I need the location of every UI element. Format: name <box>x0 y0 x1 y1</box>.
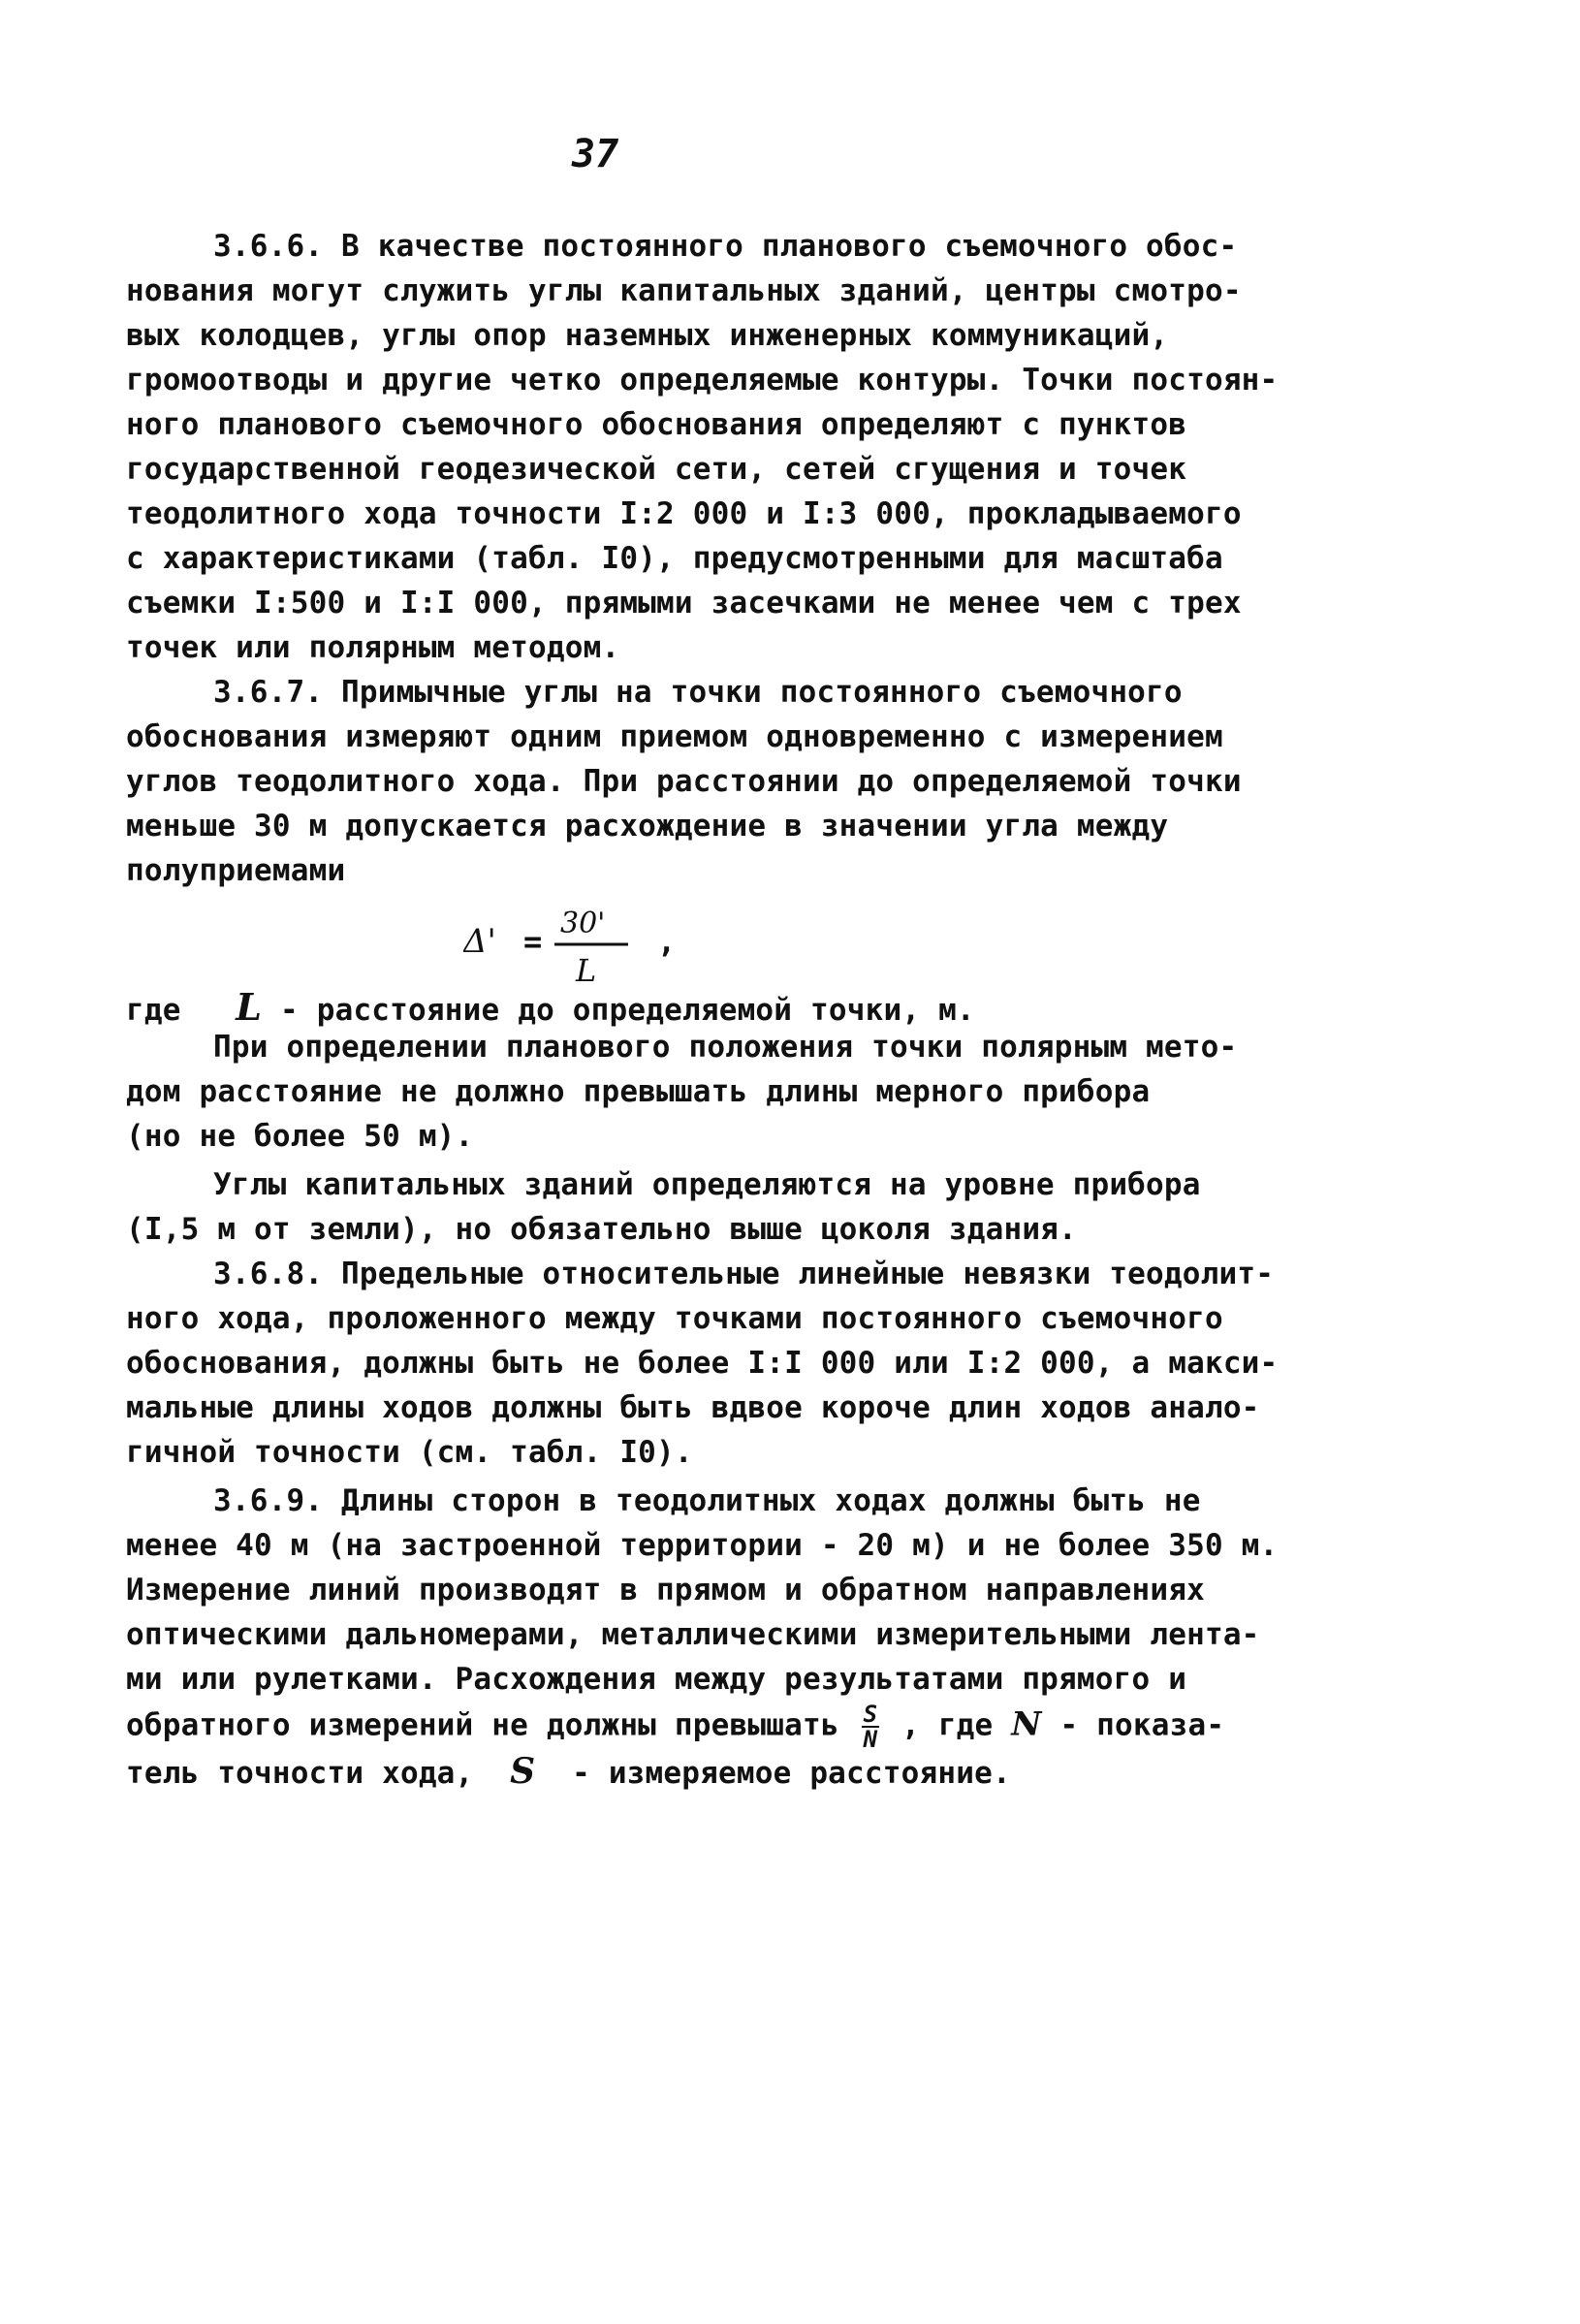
paragraph-polar-line: дом расстояние не должно превышать длины мерного прибора <box>126 1074 1151 1109</box>
where-text: - расстояние до определяемой точки, м. <box>279 993 975 1028</box>
paragraph-angles-line: Углы капитальных зданий определяются на уровне прибора <box>213 1167 1201 1202</box>
paragraph-3-6-7-line: меньше 30 м допускается расхождение в значении угла между <box>126 809 1169 844</box>
fraction-numerator: S <box>863 1701 878 1728</box>
paragraph-3-6-7-line: углов теодолитного хода. При расстоянии до определяемой точки <box>126 764 1242 799</box>
paragraph-3-6-9-line <box>126 1703 1224 1751</box>
final-line-before: тель точности хода, <box>126 1756 474 1791</box>
formula-equals: = <box>523 923 543 960</box>
paragraph-3-6-7-line: обоснования измеряют одним приемом одновременно с измерением <box>126 719 1223 754</box>
symbol-l: L <box>236 985 263 1029</box>
formula-definition <box>126 985 975 1029</box>
symbol-s: S <box>510 1751 536 1792</box>
fraction-s-over-n <box>862 1703 880 1751</box>
symbol-n: N <box>1011 1704 1042 1744</box>
page-number: 37 <box>572 132 619 176</box>
paragraph-3-6-6-line: съемки I:500 и I:I 000, прямыми засечками не менее чем с трех <box>126 586 1242 621</box>
final-line-after: - измеряемое расстояние. <box>572 1756 1011 1791</box>
paragraph-3-6-9-line: 3.6.9. Длины сторон в теодолитных ходах должны быть не <box>213 1483 1201 1518</box>
paragraph-3-6-6-line: громоотводы и другие четко определяемые контуры. Точки постоян- <box>126 363 1279 398</box>
paragraph-angles-line: (I,5 м от земли), но обязательно выше цоколя здания. <box>126 1212 1077 1247</box>
paragraph-3-6-8-line: ного хода, проложенного между точками постоянного съемочного <box>126 1301 1223 1336</box>
where-prefix: где <box>126 993 181 1028</box>
paragraph-3-6-9-line: менее 40 м (на застроенной территории - 20 м) и не более 350 м. <box>126 1528 1279 1563</box>
paragraph-3-6-6-line: с характеристиками (табл. I0), предусмотренными для масштаба <box>126 541 1223 576</box>
formula-delta <box>463 892 696 999</box>
paragraph-3-6-6-line: теодолитного хода точности I:2 000 и I:3 000, прокладываемого <box>126 496 1242 531</box>
paragraph-3-6-7-line: полуприемами <box>126 853 346 888</box>
fraction-denominator: N <box>863 1726 878 1753</box>
paragraph-polar-line: При определении планового положения точки полярным мето- <box>213 1030 1238 1065</box>
line-text-middle: , где <box>901 1707 994 1743</box>
line-text-after: - показа- <box>1059 1707 1225 1743</box>
paragraph-polar-line: (но не более 50 м). <box>126 1119 474 1154</box>
paragraph-3-6-8-line: 3.6.8. Предельные относительные линейные невязки теодолит- <box>213 1257 1275 1291</box>
formula-comma: , <box>657 923 677 960</box>
paragraph-3-6-9-line: Измерение линий производят в прямом и обратном направлениях <box>126 1573 1205 1608</box>
paragraph-3-6-8-line: мальные длины ходов должны быть вдвое короче длин ходов анало- <box>126 1390 1260 1425</box>
line-text-before-fraction: обратного измерений не должны превышать <box>126 1707 839 1743</box>
paragraph-3-6-9-line <box>126 1751 1011 1792</box>
paragraph-3-6-6-line: 3.6.6. В качестве постоянного планового съемочного обос- <box>213 229 1238 264</box>
paragraph-3-6-8-line: гичной точности (см. табл. I0). <box>126 1435 693 1470</box>
paragraph-3-6-9-line: ми или рулетками. Расхождения между результатами прямого и <box>126 1662 1187 1697</box>
paragraph-3-6-8-line: обоснования, должны быть не более I:I 000 или I:2 000, а макси- <box>126 1346 1279 1381</box>
paragraph-3-6-6-line: государственной геодезической сети, сетей сгущения и точек <box>126 452 1187 487</box>
formula-numerator: 30' <box>560 907 606 940</box>
paragraph-3-6-6-line: вых колодцев, углы опор наземных инженерных коммуникаций, <box>126 318 1169 353</box>
formula-lhs: Δ' <box>463 922 496 961</box>
paragraph-3-6-6-line: нования могут служить углы капитальных зданий, центры смотро- <box>126 273 1242 308</box>
paragraph-3-6-9-line: оптическими дальномерами, металлическими измерительными лента- <box>126 1617 1260 1652</box>
paragraph-3-6-7-line: 3.6.7. Примычные углы на точки постоянного съемочного <box>213 675 1183 710</box>
paragraph-3-6-6-line: ного планового съемочного обоснования определяют с пунктов <box>126 407 1187 442</box>
paragraph-3-6-6-line: точек или полярным методом. <box>126 630 620 665</box>
formula-denominator: L <box>576 952 597 989</box>
